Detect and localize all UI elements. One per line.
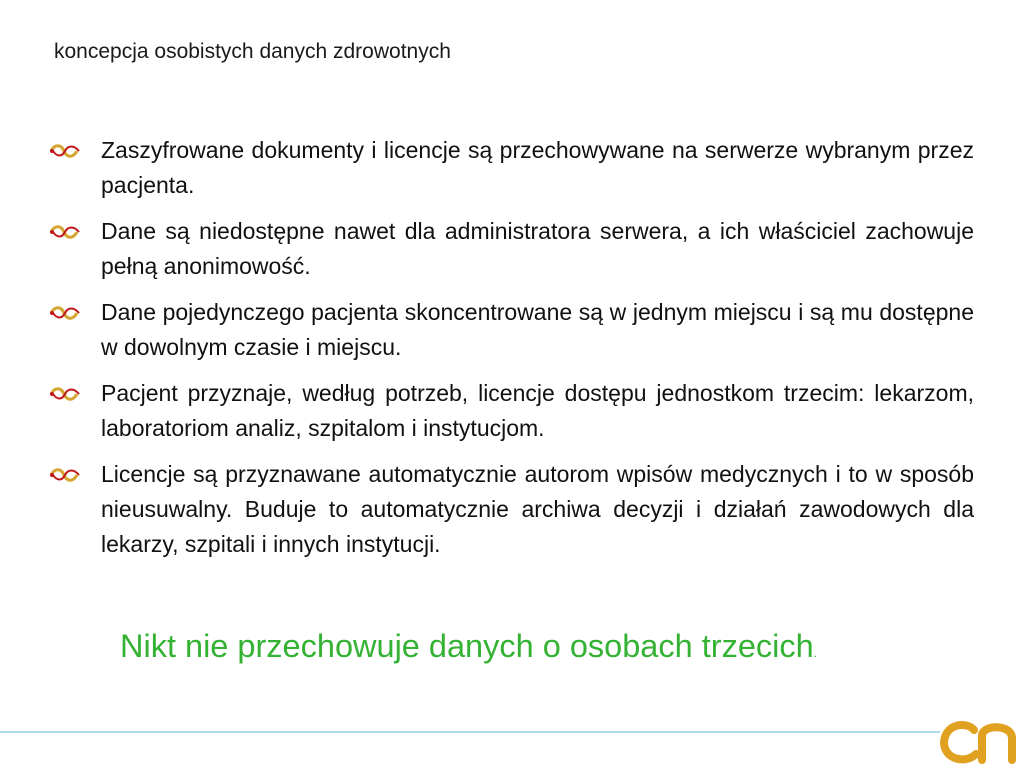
bullet-text: Dane są niedostępne nawet dla administratora serwera, a ich właściciel zachowuje pełną anonimowość. [101,218,974,279]
decorative-swirl-icon [49,222,81,242]
bullet-item [46,214,974,284]
bullet-text: Licencje są przyznawane automatycznie autorom wpisów medycznych i to w sposób nieusuwalny. Buduje to automatycznie archiwa decyzji i działań zawodowych dla lekarzy, szpitali i innych instytucji. [101,461,974,557]
cn-logo-icon [938,716,1024,768]
slide-title: koncepcja osobistych danych zdrowotnych [54,40,451,63]
bullet-text: Zaszyfrowane dokumenty i licencje są przechowywane na serwerze wybranym przez pacjenta. [101,137,974,198]
bullet-text: Pacjent przyznaje, według potrzeb, licencje dostępu jednostkom trzecim: lekarzom, laboratoriom analiz, szpitalom i instytucjom. [101,380,974,441]
decorative-swirl-icon [49,465,81,485]
bullet-item [46,376,974,446]
bullet-item [46,295,974,365]
bullet-list [46,133,974,573]
decorative-swirl-icon [49,384,81,404]
decorative-swirl-icon [49,303,81,323]
closing-text: Nikt nie przechowuje danych o osobach trzecich [120,628,814,664]
bullet-text: Dane pojedynczego pacjenta skoncentrowane są w jednym miejscu i są mu dostępne w dowolnym czasie i miejscu. [101,299,974,360]
decorative-swirl-icon [49,141,81,161]
closing-statement [120,624,980,675]
bullet-item [46,133,974,203]
footer-divider [0,731,940,733]
closing-trailing: . [813,646,818,660]
bullet-item [46,457,974,562]
